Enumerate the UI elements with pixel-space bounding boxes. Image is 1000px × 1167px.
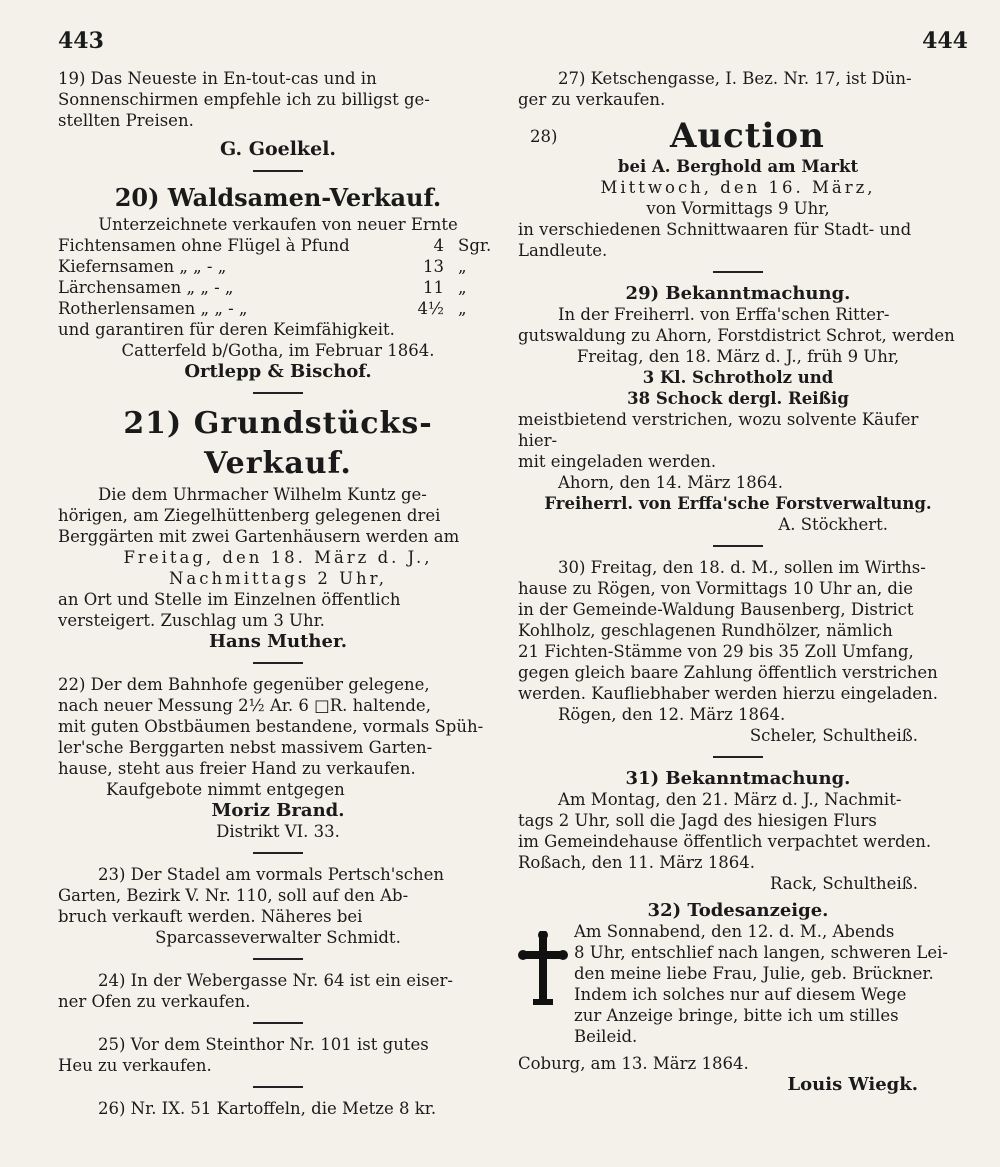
ad-line: ler'sche Berggarten nebst massivem Garten- [58,738,433,757]
ad-signature: Louis Wiegk. [787,1074,918,1095]
table-cell: „ [458,299,467,318]
ad-place-date: Ahorn, den 14. März 1864. [558,473,783,492]
ad-title: 31) Bekanntmachung. [625,768,851,789]
ad-line: Sonnenschirmen empfehle ich zu billigst ge- [58,90,430,109]
page-number-right: 444 [922,28,968,54]
ad-line: Am Montag, den 21. März d. J., Nachmit- [558,790,902,809]
ad-line: mit eingeladen werden. [518,452,717,471]
table-cell: 13 [423,257,445,276]
ad-title: 21) Grundstücks-Verkauf. [123,406,433,481]
ad-line: 27) Ketschengasse, I. Bez. Nr. 17, ist Dün- [558,69,912,88]
table-row [58,277,498,298]
ad-26 [58,1098,498,1119]
table-row [58,256,498,277]
ad-place-date: Roßach, den 11. März 1864. [518,853,756,872]
ad-line: meistbietend verstrichen, wozu solvente Käufer hier- [518,410,919,450]
ad-24 [58,970,498,1012]
table-cell: 11 [423,278,445,297]
table-cell: Rotherlensamen „ „ - „ [58,299,248,318]
ad-line: Die dem Uhrmacher Wilhelm Kuntz ge- [98,485,427,504]
ad-line: Freitag, den 18. März d. J., früh 9 Uhr, [576,347,900,366]
ad-signature: Hans Muther. [208,631,348,652]
ad-line: bei A. Berghold am Markt [617,157,859,176]
ad-29 [518,283,958,535]
table-cell: Fichtensamen ohne Flügel à Pfund [58,236,350,255]
cross-icon [518,931,574,1012]
ad-line: hörigen, am Ziegelhüttenberg gelegenen drei [58,506,441,525]
ad-line: Mittwoch, den 16. März, [600,178,876,197]
ad-line: Nachmittags 2 Uhr, [168,569,388,588]
ad-line: Garten, Bezirk V. Nr. 110, soll auf den Ab- [58,886,409,905]
ad-23 [58,864,498,948]
ad-line: Sparcasseverwalter Schmidt. [155,928,401,947]
ad-line: Berggärten mit zwei Gartenhäusern werden am [58,527,460,546]
ad-line: 19) Das Neueste in En-tout-cas und in [58,69,377,88]
ad-line: in der Gemeinde-Waldung Bausenberg, District [518,600,914,619]
divider [713,271,763,273]
left-column [58,68,498,1123]
ad-line: Kaufgebote nimmt entgegen [106,780,345,799]
ad-line: Landleute. [518,241,608,260]
ad-line: zur Anzeige bringe, bitte ich um stilles [574,1006,899,1025]
ad-signature: Ortlepp & Bischof. [184,361,372,382]
divider [253,662,303,664]
ad-line: 3 Kl. Schrotholz und [642,368,834,387]
ad-25 [58,1034,498,1076]
ad-signature: Freiherrl. von Erffa'sche Forstverwaltung. [544,494,932,513]
divider [713,545,763,547]
ad-title: 32) Todesanzeige. [647,900,829,921]
ad-line: nach neuer Messung 2½ Ar. 6 □R. haltende, [58,696,431,715]
ad-signature: Moriz Brand. [211,800,345,821]
ad-30 [518,557,958,746]
ad-place-date: Coburg, am 13. März 1864. [518,1054,749,1073]
table-cell: Kiefernsamen „ „ - „ [58,257,227,276]
divider [253,1086,303,1088]
ad-line: 30) Freitag, den 18. d. M., sollen im Wirths- [558,558,926,577]
table-row [58,235,498,256]
ad-signature: Rack, Schultheiß. [769,874,918,893]
ad-31 [518,768,958,894]
ad-place-date: Catterfeld b/Gotha, im Februar 1864. [121,341,435,360]
ad-number: 28) [530,126,558,146]
obituary-text [574,921,958,1047]
ad-28 [518,116,958,261]
ad-title: 29) Bekanntmachung. [625,283,851,304]
divider [253,1022,303,1024]
ad-title: 20) Waldsamen-Verkauf. [114,183,442,212]
obituary-block [518,921,958,1047]
ad-line: in verschiedenen Schnittwaaren für Stadt- und [518,220,912,239]
ad-32 [518,900,958,1095]
ad-line: Freitag, den 18. März d. J., [123,548,433,567]
table-cell: Sgr. [458,236,492,255]
ad-line: Beileid. [574,1027,638,1046]
ad-line: Unterzeichnete verkaufen von neuer Ernte [98,215,458,234]
ad-place-date: Rögen, den 12. März 1864. [558,705,786,724]
table-cell: „ [458,257,467,276]
right-column [518,68,958,1099]
divider [253,852,303,854]
ad-line: In der Freiherrl. von Erffa'schen Ritter- [558,305,890,324]
ad-line: den meine liebe Frau, Julie, geb. Brückner. [574,964,934,983]
ad-line: hause, steht aus freier Hand zu verkaufen. [58,759,416,778]
ad-line: gutswaldung zu Ahorn, Forstdistrict Schrot, werden [518,326,955,345]
table-cell: Lärchensamen „ „ - „ [58,278,234,297]
divider [713,756,763,758]
divider [253,392,303,394]
ad-line: versteigert. Zuschlag um 3 Uhr. [58,611,325,630]
page-number-left: 443 [58,28,104,54]
ad-line: tags 2 Uhr, soll die Jagd des hiesigen Flurs [518,811,877,830]
ad-line: und garantiren für deren Keimfähigkeit. [58,320,395,339]
ad-line: Heu zu verkaufen. [58,1056,212,1075]
ad-line: 38 Schock dergl. Reißig [627,389,849,408]
ad-line: 25) Vor dem Steinthor Nr. 101 ist gutes [98,1035,429,1054]
divider [253,958,303,960]
ad-signature: Scheler, Schultheiß. [749,726,918,745]
ad-signature: G. Goelkel. [219,138,337,160]
ad-line: 22) Der dem Bahnhofe gegenüber gelegene, [58,675,430,694]
table-cell: 4½ [417,299,445,318]
ad-27 [518,68,958,110]
ad-line: an Ort und Stelle im Einzelnen öffentlich [58,590,401,609]
price-table [58,235,498,319]
ad-line: 23) Der Stadel am vormals Pertsch'schen [98,865,445,884]
ad-line: im Gemeindehause öffentlich verpachtet werden. [518,832,932,851]
ad-signature: A. Stöckhert. [778,515,888,534]
ad-line: mit guten Obstbäumen bestandene, vormals Spüh- [58,717,484,736]
ad-line: ger zu verkaufen. [518,90,666,109]
ad-line: Distrikt VI. 33. [216,822,340,841]
ad-line: 24) In der Webergasse Nr. 64 ist ein eiser- [98,971,453,990]
ad-line: stellten Preisen. [58,111,194,130]
ad-title: Auction [670,116,825,156]
divider [253,170,303,172]
ad-line: Kohlholz, geschlagenen Rundhölzer, nämlich [518,621,893,640]
ad-line: bruch verkauft werden. Näheres bei [58,907,363,926]
ad-line: ner Ofen zu verkaufen. [58,992,251,1011]
ad-line: 8 Uhr, entschlief nach langen, schweren Lei- [574,943,948,962]
ad-line: gegen gleich baare Zahlung öffentlich verstrichen [518,663,938,682]
ad-line: Indem ich solches nur auf diesem Wege [574,985,907,1004]
table-cell: „ [458,278,467,297]
table-row [58,298,498,319]
ad-line: von Vormittags 9 Uhr, [646,199,830,218]
ad-22 [58,674,498,842]
ad-line: hause zu Rögen, von Vormittags 10 Uhr an, die [518,579,914,598]
ad-20 [58,182,498,382]
ad-heading [518,116,958,156]
ad-line: 26) Nr. IX. 51 Kartoffeln, die Metze 8 kr. [98,1099,437,1118]
ad-line: 21 Fichten-Stämme von 29 bis 35 Zoll Umfang, [518,642,914,661]
ad-line: Am Sonnabend, den 12. d. M., Abends [574,922,895,941]
ad-line: werden. Kaufliebhaber werden hierzu eingeladen. [518,684,938,703]
ad-19 [58,68,498,160]
table-cell: 4 [433,236,445,255]
ad-21 [58,404,498,652]
